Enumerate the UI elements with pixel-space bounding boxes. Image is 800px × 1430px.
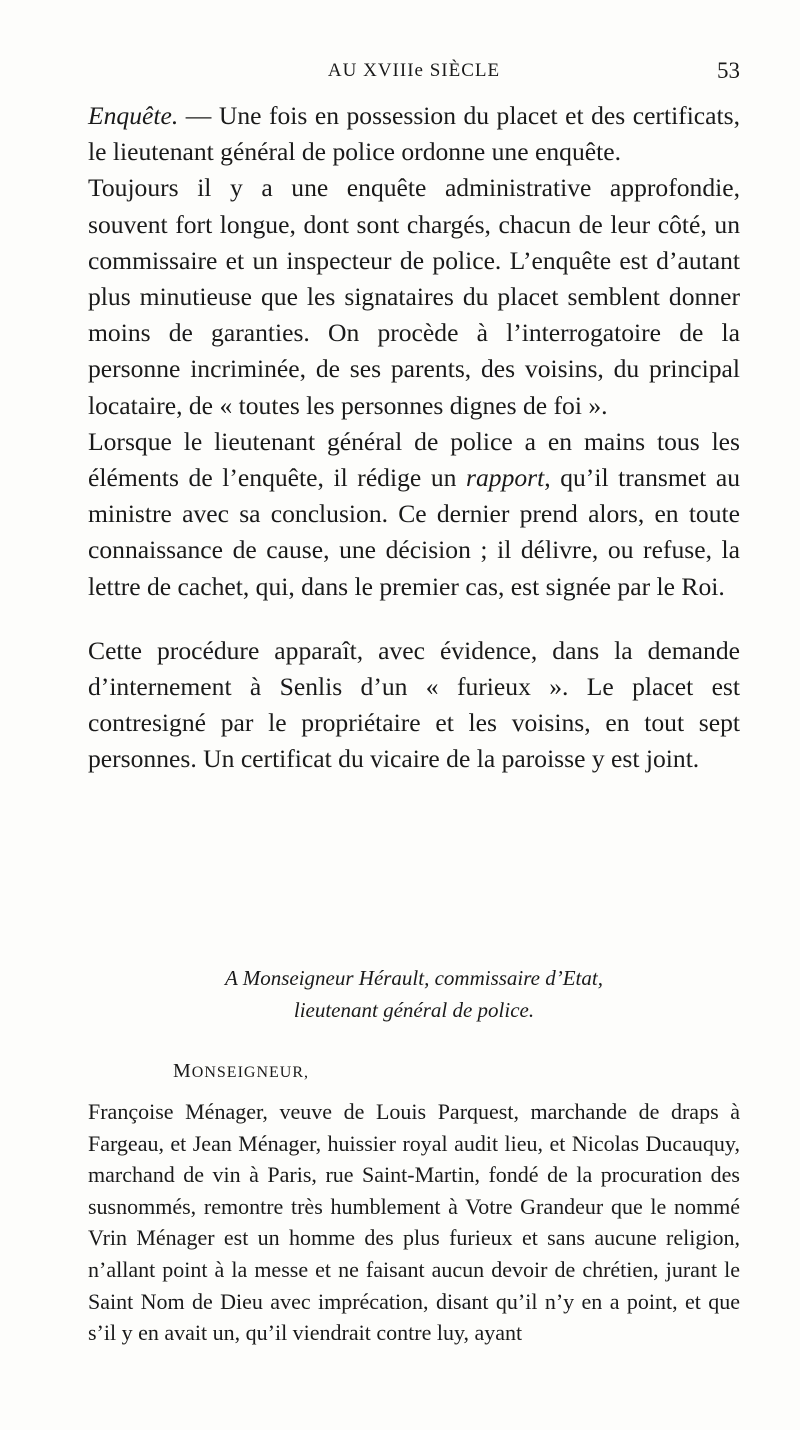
paragraph-text: Toujours il y a une enquête administrative approfondie, souvent fort longue, dont sont chargés, chacun de leur côté, un commissaire et un inspecteur de police. L’enquête est d’autant plus minutieuse que les signataires du placet semblent donner moins de garanties. On procède à l’interrogatoire de la personne incriminée, de ses parents, des voisins, du principal locataire, de « toutes les personnes dignes de foi ». (88, 173, 740, 420)
paragraph-cette (88, 633, 740, 778)
paragraph-enquete (88, 98, 740, 170)
address-line-2: lieutenant général de police. (293, 998, 535, 1022)
salutation-initial: M (173, 1060, 192, 1082)
paragraph-text: Lorsque le lieutenant général de police a en mains tous les éléments de l’enquête, il rédige un (88, 426, 740, 493)
letter-text: Françoise Ménager, veuve de Louis Parquest, marchande de draps à Fargeau, et Jean Ménager, huissier royal audit lieu, et Nicolas Ducauquy, marchand de vin à Paris, rue Saint-Martin, fondé de la procuration des susnommés, remontre très humblement à Votre Grandeur que le nommé Vrin Ménager est un homme des plus furieux et sans aucune religion, n’allant point à la messe et ne faisant aucun devoir de chrétien, jurant le Saint Nom de Dieu avec imprécation, disant qu’il n’y en a point, et que s’il y en avait un, qu’il viendrait contre luy, ayant (88, 1099, 740, 1346)
salutation-rest: ONSEIGNEUR, (191, 1064, 310, 1081)
paragraph-text: — Une fois en possession du placet et des certificats, le lieutenant général de police ordonne une enquête. (88, 101, 740, 167)
letter-address (88, 962, 740, 1026)
body-text (88, 98, 740, 778)
address-line-1: A Monseigneur Hérault, commissaire d’Etat, (225, 966, 603, 990)
page-number: 53 (717, 58, 740, 83)
salutation (173, 1060, 309, 1083)
letter-body (88, 1096, 740, 1349)
section-label: Enquête. (88, 101, 179, 130)
paragraph-text: , qu’il transmet au ministre avec sa conclusion. Ce dernier prend alors, en toute connaissance de cause, une décision ; il délivre, ou refuse, la lettre de cachet, qui, dans le premier cas, est signée par le Roi. (88, 463, 741, 601)
paragraph-text: Cette procédure apparaît, avec évidence, dans la demande d’internement à Senlis d’un « furieux ». Le placet est contresigné par le propriétaire et les voisins, en tout sept personnes. Un certificat du vicaire de la paroisse y est joint. (88, 635, 740, 774)
running-title: AU XVIIIe SIÈCLE (327, 60, 501, 81)
emphasis-rapport: rapport (466, 463, 545, 493)
paragraph-lorsque (88, 424, 740, 605)
paragraph-toujours (88, 170, 740, 423)
running-head (88, 58, 740, 88)
